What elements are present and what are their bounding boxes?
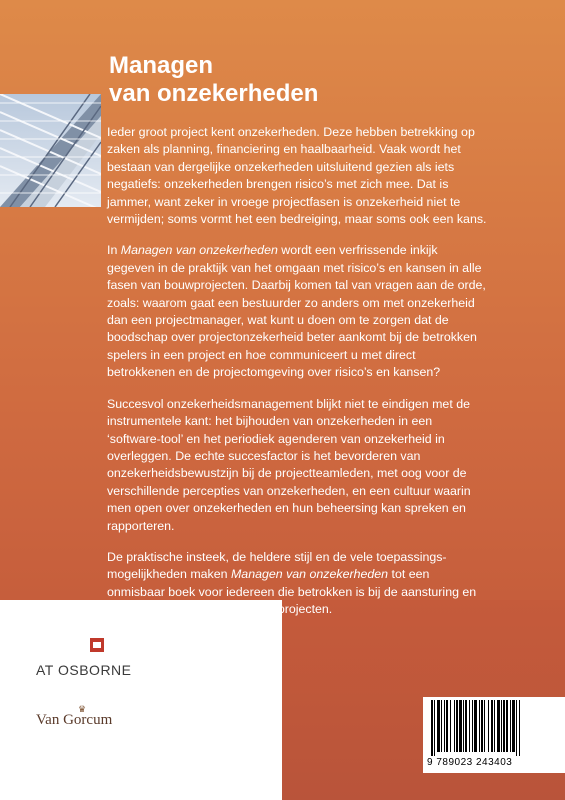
barcode-bar — [481, 700, 483, 752]
title-line-2: van onzekerheden — [109, 80, 319, 107]
at-osborne-mark-icon — [90, 638, 104, 652]
barcode-bar — [497, 700, 500, 752]
barcode-bar — [510, 700, 511, 752]
paragraph-text: In — [107, 243, 121, 258]
paragraph-4 — [107, 549, 487, 619]
barcode-bar — [437, 700, 440, 752]
barcode-bar — [512, 700, 515, 752]
barcode-bar — [494, 700, 495, 752]
book-title — [109, 52, 318, 108]
paragraph-1 — [107, 124, 487, 228]
barcode-bar — [472, 700, 473, 752]
title-line-1: Managen — [109, 52, 214, 79]
paragraph-text: Succesvol onzekerheidsmanagement blijkt niet te eindigen met de instrumentele kant: het bijhouden van onzekerheden in een ‘software-tool’ en het periodiek agenderen van onzekerheid in overleggen. De echte succesfactor is het bevorderen van onzekerheidsbewustzijn bij de projectteamleden, met oog voor de verschillende percepties van onzekerheden, en een cultuur waarin men open over onzekerheden en hun beheersing kan spreken en rapporteren. — [107, 396, 471, 533]
van-gorcum-label: Van Gorcum — [36, 712, 113, 728]
barcode-number: 9 789023 243403 — [427, 757, 513, 768]
van-gorcum-logo — [36, 704, 136, 734]
barcode-bar — [469, 700, 470, 752]
barcode-bar — [519, 700, 520, 756]
barcode-bar — [434, 700, 435, 756]
barcode-bar — [503, 700, 505, 752]
paragraph-text: tot een onmisbaar boek voor iedereen die betrokken is bij de aansturing en begeleiding van grotere (bouw)projecten. — [107, 567, 477, 617]
barcode-bar — [516, 700, 517, 756]
barcode-bar — [456, 700, 458, 752]
barcode-bar — [431, 700, 433, 756]
barcode-bar — [501, 700, 502, 752]
barcode-bar — [506, 700, 508, 752]
paragraph-2 — [107, 242, 487, 381]
barcode-bar — [479, 700, 480, 752]
barcode-bar — [444, 700, 445, 752]
book-title-italic: Managen van onzekerheden — [120, 243, 278, 258]
barcode-bar — [450, 700, 451, 752]
barcode-bars — [425, 700, 563, 756]
book-title-italic: Managen van onzekerheden — [230, 567, 389, 582]
barcode-bar — [488, 700, 489, 752]
barcode-bar — [484, 700, 485, 752]
barcode-bar — [491, 700, 493, 752]
crown-icon: ♛ — [78, 704, 87, 714]
paragraph-3 — [107, 396, 487, 535]
barcode-bar — [459, 700, 462, 752]
paragraph-text: Ieder groot project kent onzekerheden. Deze hebben betrekking op zaken als planning, financiering en haalbaarheid. Vaak wordt het bestaan van dergelijke onzekerheden uitsluitend gezien als iets negatiefs: onzekerheden brengen risico’s met zich mee. Dat is jammer, want zeker in vroege projectfasen is onzekerheid niet te vermijden; soms vormt het een bedreiging, maar soms ook een kans. — [107, 125, 487, 227]
barcode-bar — [441, 700, 442, 752]
barcode — [423, 697, 565, 773]
barcode-bar — [465, 700, 467, 752]
paragraph-text: wordt een verfrissende inkijk gegeven in de praktijk van het omgaan met risico’s en kansen in alle fasen van bouwprojecten. Daarbij komen tal van vragen aan de orde, zoals: waarom gaat een bestuurder zo anders om met onzekerheid dan een projectmanager, wat kunt u doen om te zorgen dat de boodschap over projectonzekerheid beter aankomt bij de betrokken spelers in een project en hoe communiceert u met direct betrokkenen en de projectomgeving over risico’s en kansen? — [107, 243, 486, 380]
barcode-bar — [454, 700, 455, 752]
barcode-bar — [446, 700, 448, 752]
at-osborne-label: AT OSBORNE — [36, 662, 132, 678]
architecture-photo — [0, 94, 101, 207]
barcode-bar — [474, 700, 477, 752]
back-cover-text — [107, 124, 487, 633]
paragraph-text: De praktische insteek, de heldere stijl en de vele toepassings-mogelijkheden maken — [107, 549, 447, 582]
barcode-bar — [463, 700, 464, 752]
